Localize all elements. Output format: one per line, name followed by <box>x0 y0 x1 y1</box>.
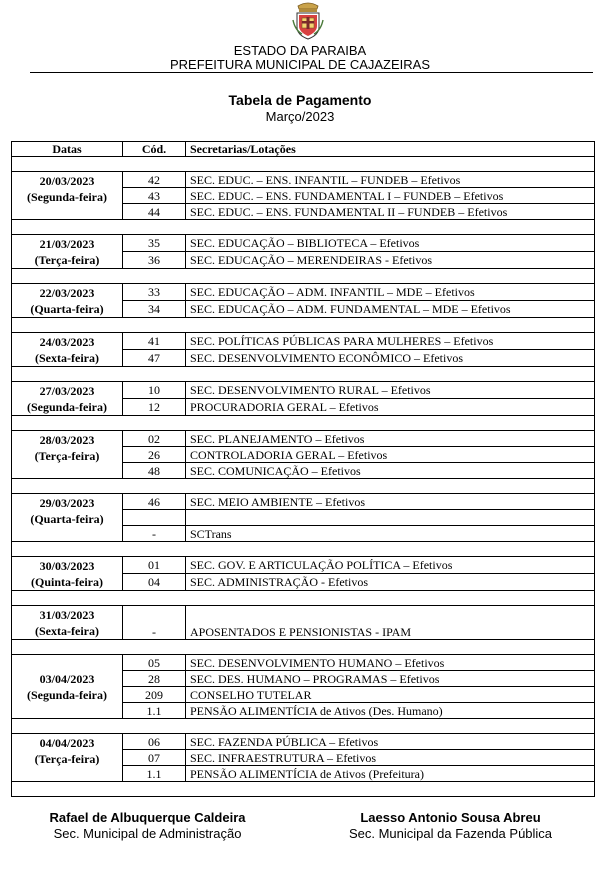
separator-cell <box>12 157 595 172</box>
separator-row <box>12 318 595 333</box>
separator-row <box>12 479 595 494</box>
municipality-name: PREFEITURA MUNICIPAL DE CAJAZEIRAS <box>169 57 431 72</box>
code-cell: 1.1 <box>123 703 186 719</box>
table-row <box>12 494 595 510</box>
table-body <box>12 157 595 797</box>
department-cell: SEC. INFRAESTRUTURA – Efetivos <box>186 750 595 766</box>
header-code: Cód. <box>123 142 186 157</box>
separator-row <box>12 416 595 431</box>
department-cell: SEC. COMUNICAÇÃO – Efetivos <box>186 463 595 479</box>
payment-date: 31/03/2023 <box>39 608 95 622</box>
separator-cell <box>12 640 595 655</box>
payment-date: 24/03/2023 <box>39 335 95 349</box>
payment-date: 27/03/2023 <box>39 384 95 398</box>
code-cell: 05 <box>123 655 186 671</box>
payment-weekday: (Segunda-feira) <box>27 190 107 204</box>
department-cell: SEC. PLANEJAMENTO – Efetivos <box>186 431 595 447</box>
department-cell: PENSÃO ALIMENTÍCIA de Ativos (Des. Humano) <box>186 703 595 719</box>
date-cell <box>12 734 123 782</box>
department-cell: SEC. DESENVOLVIMENTO HUMANO – Efetivos <box>186 655 595 671</box>
separator-row <box>12 269 595 284</box>
department-cell: SEC. FAZENDA PÚBLICA – Efetivos <box>186 734 595 750</box>
code-cell: 42 <box>123 172 186 188</box>
separator-cell <box>12 542 595 557</box>
payment-weekday: (Sexta-feira) <box>35 624 99 638</box>
code-cell: 47 <box>123 350 186 367</box>
separator-row <box>12 719 595 734</box>
date-cell <box>12 284 123 318</box>
code-cell: 28 <box>123 671 186 687</box>
payment-weekday: (Sexta-feira) <box>35 351 99 365</box>
code-cell: 1.1 <box>123 766 186 782</box>
department-cell: SEC. EDUCAÇÃO – ADM. INFANTIL – MDE – Efetivos <box>186 284 595 301</box>
date-cell <box>12 655 123 719</box>
payment-date: 04/04/2023 <box>39 736 95 750</box>
department-cell: SEC. ADMINISTRAÇÃO - Efetivos <box>186 574 595 591</box>
department-cell: SCTrans <box>186 526 595 542</box>
signature-block-finance <box>323 810 578 841</box>
separator-cell <box>12 479 595 494</box>
code-cell: 01 <box>123 557 186 574</box>
department-cell: APOSENTADOS E PENSIONISTAS - IPAM <box>186 606 595 640</box>
payment-weekday: (Quarta-feira) <box>30 302 104 316</box>
date-cell <box>12 382 123 416</box>
separator-cell <box>12 416 595 431</box>
signature-block-administration <box>20 810 275 841</box>
department-cell: SEC. EDUCAÇÃO – BIBLIOTECA – Efetivos <box>186 235 595 252</box>
separator-row <box>12 591 595 606</box>
table-row <box>12 655 595 671</box>
separator-cell <box>12 269 595 284</box>
header-divider <box>30 72 593 73</box>
department-cell: SEC. DES. HUMANO – PROGRAMAS – Efetivos <box>186 671 595 687</box>
department-cell: SEC. EDUCAÇÃO – MERENDEIRAS - Efetivos <box>186 252 595 269</box>
payment-date: 29/03/2023 <box>39 496 95 510</box>
table-row <box>12 382 595 399</box>
separator-row <box>12 220 595 235</box>
code-cell: 209 <box>123 687 186 703</box>
header-dates: Datas <box>12 142 123 157</box>
payment-weekday: (Quinta-feira) <box>31 575 103 589</box>
table-row <box>12 284 595 301</box>
table-row <box>12 606 595 640</box>
code-cell: 41 <box>123 333 186 350</box>
date-cell <box>12 606 123 640</box>
department-cell: SEC. EDUCAÇÃO – ADM. FUNDAMENTAL – MDE – Efetivos <box>186 301 595 318</box>
code-cell: 10 <box>123 382 186 399</box>
table-row <box>12 172 595 188</box>
department-cell: SEC. EDUC. – ENS. INFANTIL – FUNDEB – Efetivos <box>186 172 595 188</box>
separator-row <box>12 367 595 382</box>
table-row <box>12 235 595 252</box>
department-cell: SEC. MEIO AMBIENTE – Efetivos <box>186 494 595 510</box>
code-cell: 26 <box>123 447 186 463</box>
signatory-role: Sec. Municipal da Fazenda Pública <box>348 826 553 841</box>
payment-date: 03/04/2023 <box>39 672 95 686</box>
document-subtitle: Março/2023 <box>265 109 335 124</box>
date-cell <box>12 172 123 220</box>
department-cell: SEC. EDUC. – ENS. FUNDAMENTAL II – FUNDEB – Efetivos <box>186 204 595 220</box>
code-cell: 12 <box>123 399 186 416</box>
department-cell: SEC. POLÍTICAS PÚBLICAS PARA MULHERES – Efetivos <box>186 333 595 350</box>
separator-cell <box>12 719 595 734</box>
table-row <box>12 431 595 447</box>
code-cell: 34 <box>123 301 186 318</box>
date-cell <box>12 494 123 542</box>
code-cell: 35 <box>123 235 186 252</box>
table-row <box>12 333 595 350</box>
department-cell: SEC. DESENVOLVIMENTO RURAL – Efetivos <box>186 382 595 399</box>
code-cell: 06 <box>123 734 186 750</box>
code-cell: 44 <box>123 204 186 220</box>
code-cell: - <box>123 526 186 542</box>
separator-cell <box>12 318 595 333</box>
code-cell: 46 <box>123 494 186 510</box>
code-cell <box>123 510 186 526</box>
payment-weekday: (Segunda-feira) <box>27 688 107 702</box>
department-cell: PENSÃO ALIMENTÍCIA de Ativos (Prefeitura) <box>186 766 595 782</box>
code-cell: - <box>123 606 186 640</box>
department-cell: SEC. DESENVOLVIMENTO ECONÔMICO – Efetivos <box>186 350 595 367</box>
date-cell <box>12 431 123 479</box>
signatory-role: Sec. Municipal de Administração <box>53 826 242 841</box>
signatory-name: Rafael de Albuquerque Caldeira <box>49 810 246 825</box>
department-cell: PROCURADORIA GERAL – Efetivos <box>186 399 595 416</box>
date-cell <box>12 235 123 269</box>
state-name: ESTADO DA PARAIBA <box>233 43 367 58</box>
date-cell <box>12 333 123 367</box>
payment-schedule-table <box>11 141 595 797</box>
code-cell: 33 <box>123 284 186 301</box>
payment-weekday: (Terça-feira) <box>34 752 100 766</box>
department-cell <box>186 510 595 526</box>
code-cell: 04 <box>123 574 186 591</box>
separator-cell <box>12 367 595 382</box>
signatory-name: Laesso Antonio Sousa Abreu <box>360 810 541 825</box>
payment-date: 30/03/2023 <box>39 559 95 573</box>
payment-weekday: (Quarta-feira) <box>30 512 104 526</box>
code-cell: 43 <box>123 188 186 204</box>
payment-date: 22/03/2023 <box>39 286 95 300</box>
department-cell: CONTROLADORIA GERAL – Efetivos <box>186 447 595 463</box>
payment-weekday: (Segunda-feira) <box>27 400 107 414</box>
payment-weekday: (Terça-feira) <box>34 253 100 267</box>
date-cell <box>12 557 123 591</box>
department-cell: CONSELHO TUTELAR <box>186 687 595 703</box>
payment-weekday: (Terça-feira) <box>34 449 100 463</box>
separator-row <box>12 157 595 172</box>
code-cell: 02 <box>123 431 186 447</box>
separator-cell <box>12 782 595 797</box>
coat-of-arms-icon <box>290 0 326 40</box>
separator-cell <box>12 220 595 235</box>
code-cell: 07 <box>123 750 186 766</box>
table-header-row <box>12 142 595 157</box>
document-title: Tabela de Pagamento <box>228 92 372 108</box>
table-row <box>12 557 595 574</box>
department-cell: SEC. GOV. E ARTICULAÇÃO POLÍTICA – Efetivos <box>186 557 595 574</box>
separator-row <box>12 782 595 797</box>
table-row <box>12 734 595 750</box>
payment-date: 28/03/2023 <box>39 433 95 447</box>
department-cell: SEC. EDUC. – ENS. FUNDAMENTAL I – FUNDEB – Efetivos <box>186 188 595 204</box>
separator-row <box>12 542 595 557</box>
separator-row <box>12 640 595 655</box>
separator-cell <box>12 591 595 606</box>
payment-date: 20/03/2023 <box>39 174 95 188</box>
payment-date: 21/03/2023 <box>39 237 95 251</box>
code-cell: 36 <box>123 252 186 269</box>
header-departments: Secretarias/Lotações <box>186 142 595 157</box>
code-cell: 48 <box>123 463 186 479</box>
